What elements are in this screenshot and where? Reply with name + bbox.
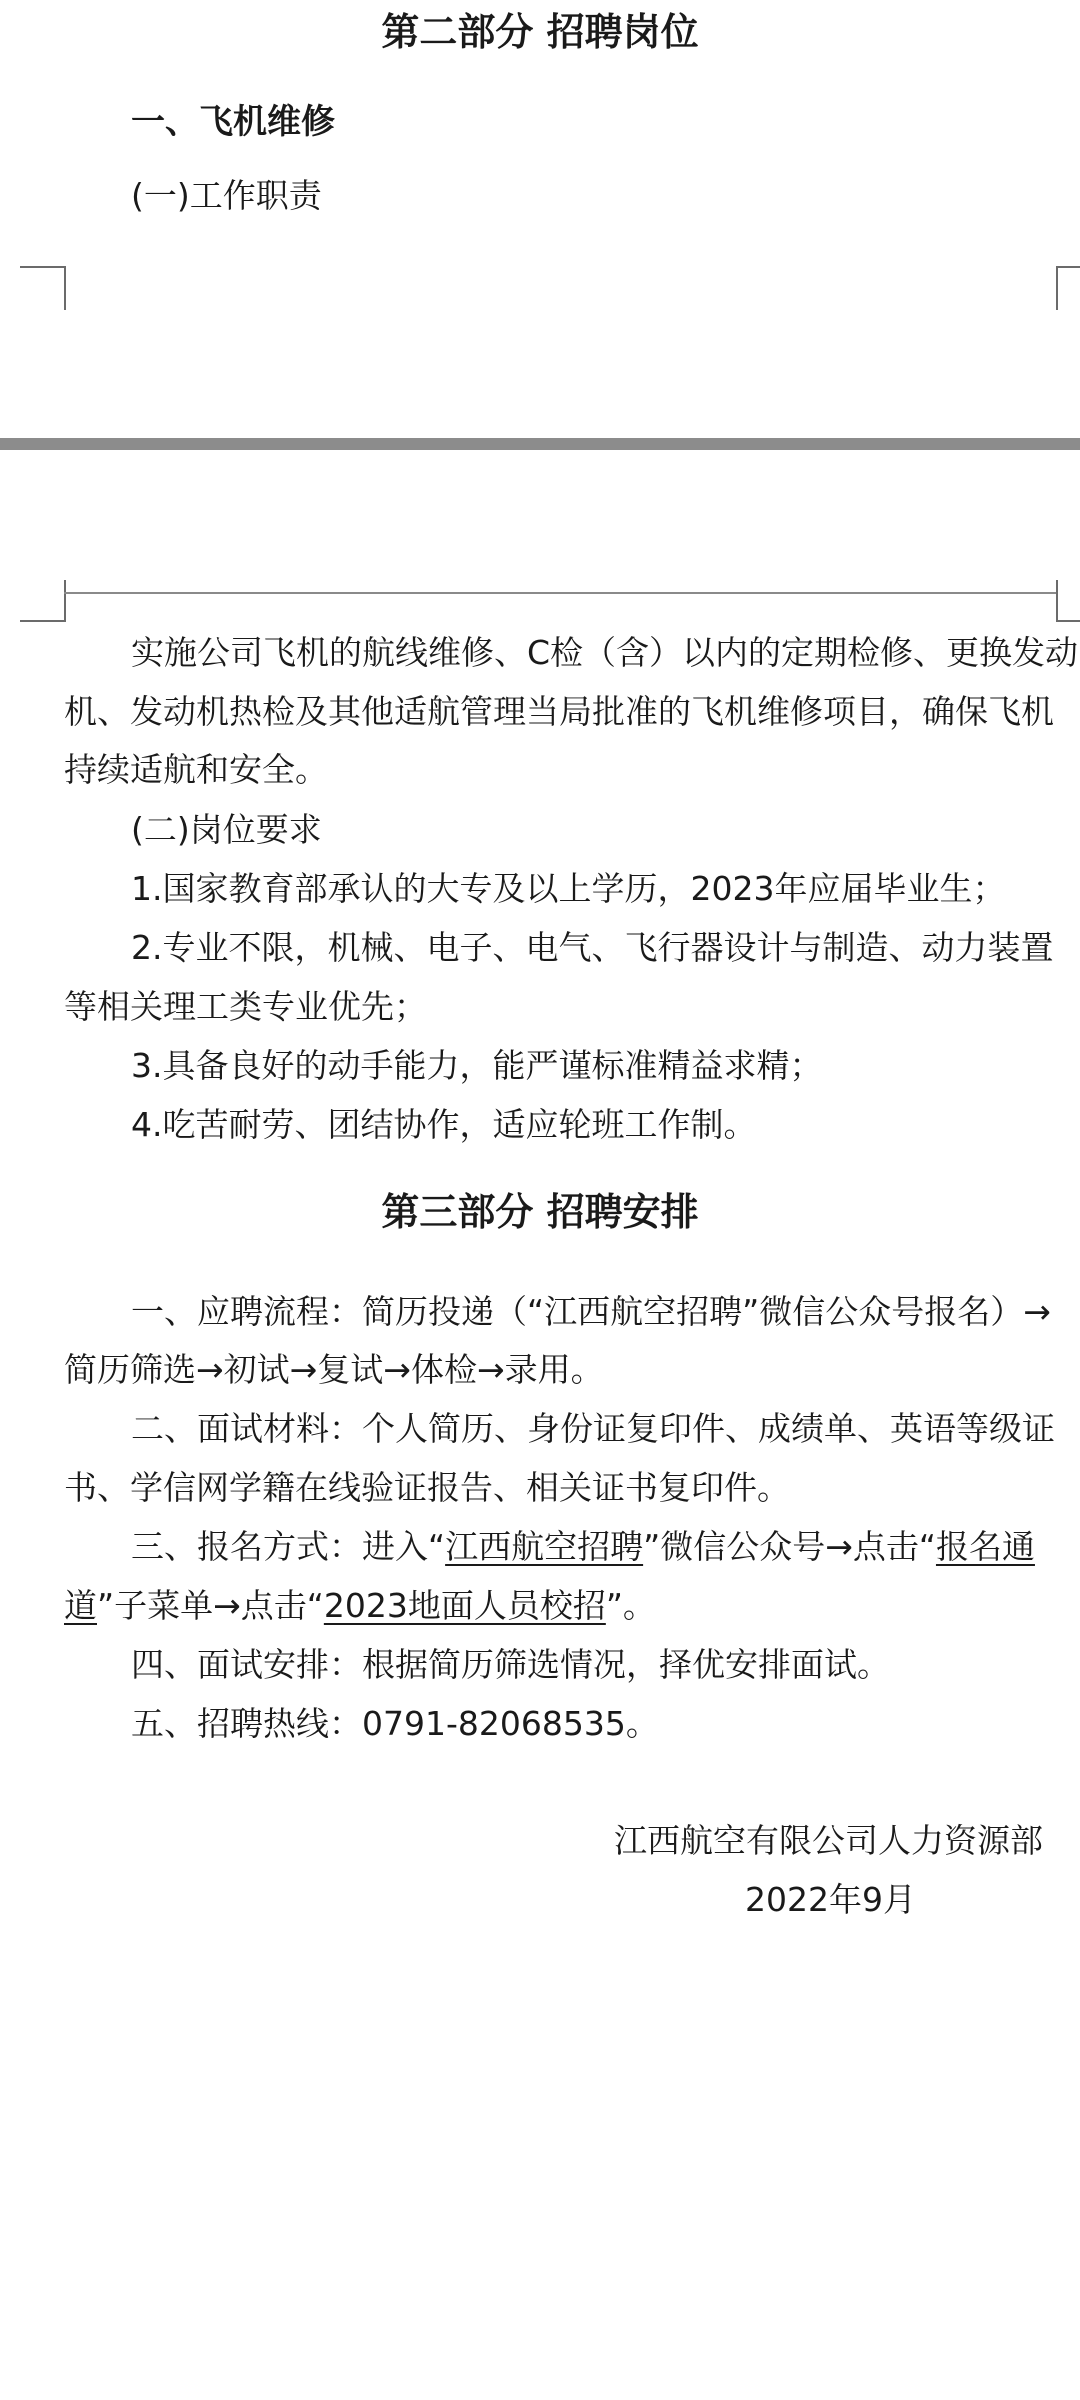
corner-mark-right-top bbox=[1056, 266, 1080, 310]
signup-suffix: ”。 bbox=[605, 1586, 656, 1625]
part2-title: 第二部分 招聘岗位 bbox=[381, 10, 699, 54]
req-heading: (二)岗位要求 bbox=[131, 810, 322, 849]
signature-date: 2022年9月 bbox=[745, 1880, 916, 1919]
page-break bbox=[0, 438, 1080, 450]
hotline-line: 五、招聘热线：0791-82068535。 bbox=[131, 1704, 659, 1743]
job-heading: 一、飞机维修 bbox=[131, 102, 335, 142]
material-line-1: 二、面试材料：个人简历、身份证复印件、成绩单、英语等级证 bbox=[131, 1409, 1055, 1448]
signup-channel-link-cont[interactable]: 道 bbox=[64, 1586, 97, 1625]
req-line-2: 2.专业不限，机械、电子、电气、飞行器设计与制造、动力装置 bbox=[131, 928, 1054, 967]
signup-prefix: 三、报名方式：进入“ bbox=[131, 1527, 446, 1566]
duty-line-1: 实施公司飞机的航线维修、C检（含）以内的定期检修、更换发动 bbox=[131, 633, 1079, 672]
material-line-2: 书、学信网学籍在线验证报告、相关证书复印件。 bbox=[64, 1468, 790, 1507]
duty-line-3: 持续适航和安全。 bbox=[64, 750, 328, 789]
req-line-5: 4.吃苦耐劳、团结协作，适应轮班工作制。 bbox=[131, 1105, 757, 1144]
signup-line-1 bbox=[131, 1527, 1035, 1567]
signup-mid2: ”子菜单→点击“ bbox=[97, 1586, 324, 1625]
corner-mark-left-top bbox=[20, 266, 66, 310]
signup-mid1: ”微信公众号→点击“ bbox=[643, 1527, 936, 1566]
header-rule bbox=[64, 592, 1056, 594]
signup-line-2 bbox=[64, 1586, 656, 1626]
req-line-4: 3.具备良好的动手能力，能严谨标准精益求精； bbox=[131, 1046, 823, 1085]
campus-recruit-link[interactable]: 2023地面人员校招 bbox=[323, 1586, 606, 1625]
wechat-account-link[interactable]: 江西航空招聘 bbox=[445, 1527, 644, 1566]
req-line-3: 等相关理工类专业优先； bbox=[64, 987, 427, 1026]
interview-line: 四、面试安排：根据简历筛选情况，择优安排面试。 bbox=[131, 1645, 890, 1684]
corner-mark-left-bottom bbox=[20, 580, 66, 622]
signature-org: 江西航空有限公司人力资源部 bbox=[614, 1821, 1043, 1860]
signup-channel-link[interactable]: 报名通 bbox=[935, 1527, 1035, 1566]
process-line-1: 一、应聘流程：简历投递（“江西航空招聘”微信公众号报名）→ bbox=[131, 1292, 1051, 1331]
corner-mark-right-bottom bbox=[1056, 580, 1080, 622]
part3-title: 第三部分 招聘安排 bbox=[381, 1190, 699, 1234]
duty-heading: (一)工作职责 bbox=[131, 176, 322, 215]
duty-line-2: 机、发动机热检及其他适航管理当局批准的飞机维修项目，确保飞机 bbox=[64, 692, 1054, 731]
process-line-2: 简历筛选→初试→复试→体检→录用。 bbox=[64, 1350, 604, 1389]
req-line-1: 1.国家教育部承认的大专及以上学历，2023年应届毕业生； bbox=[131, 869, 1006, 908]
